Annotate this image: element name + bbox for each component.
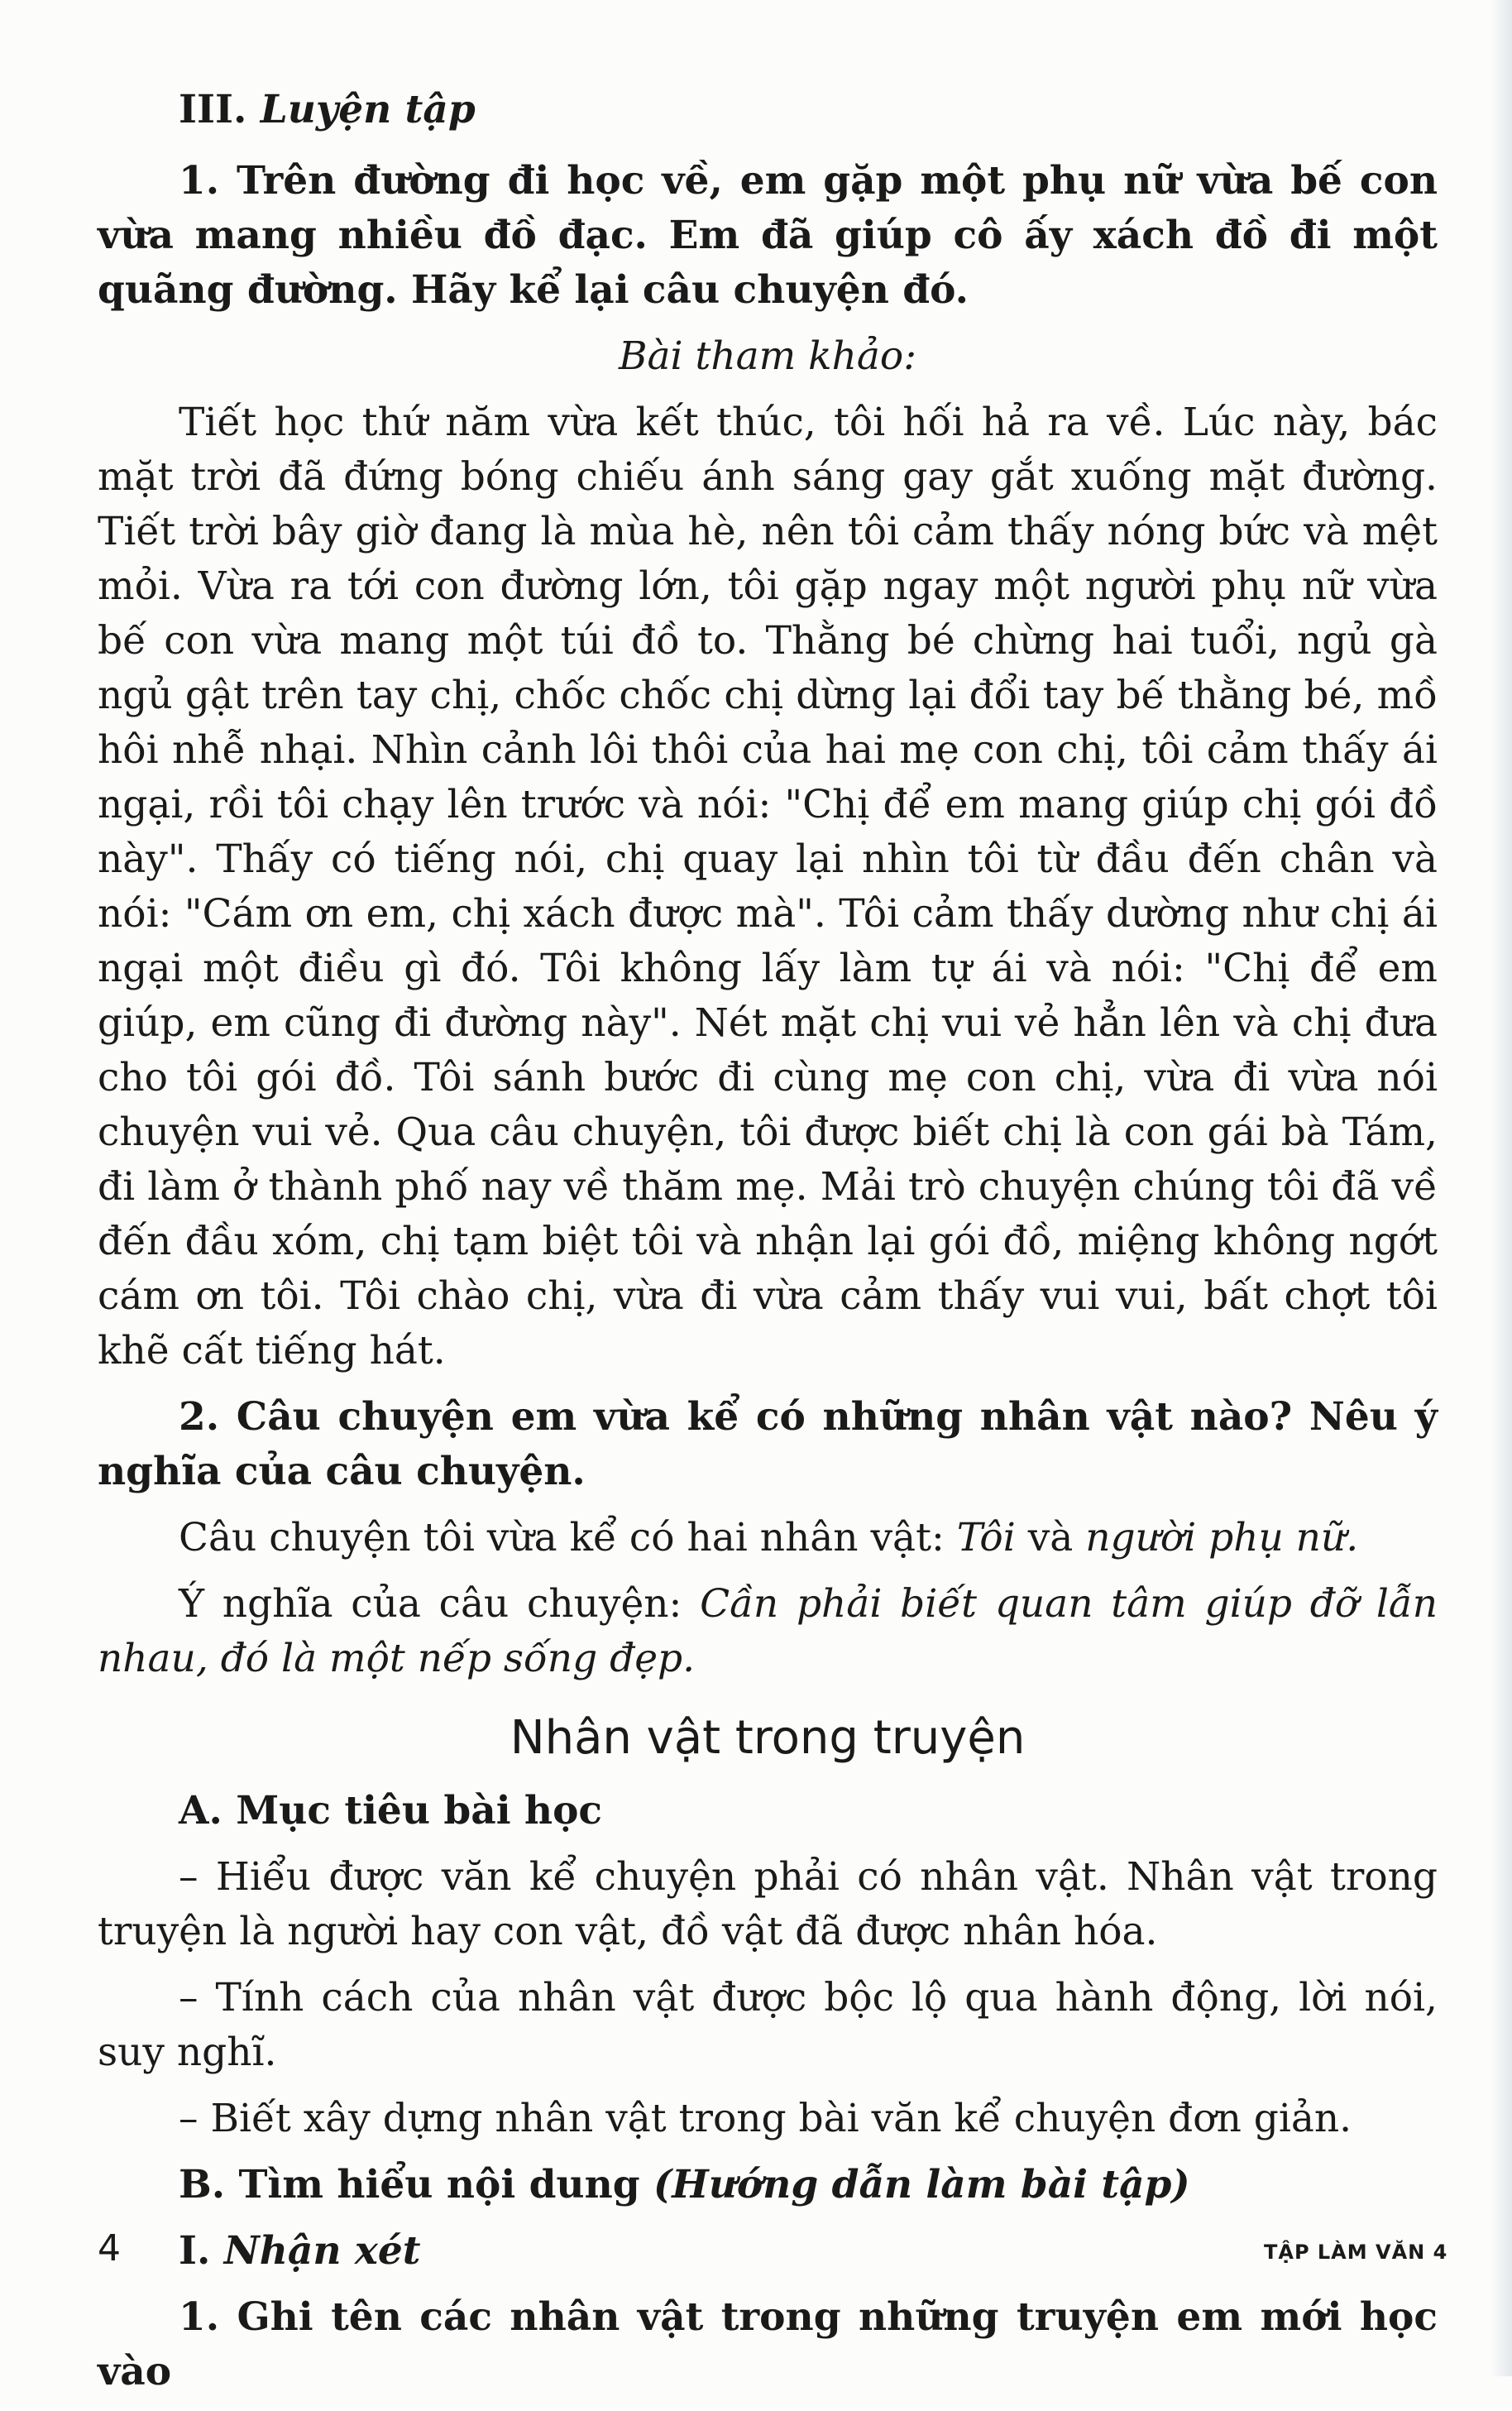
character-2: người phụ nữ. — [1085, 1515, 1359, 1560]
lesson-title: Nhân vật trong truyện — [510, 1711, 1026, 1765]
book-title: TẬP LÀM VĂN 4 — [1264, 2241, 1448, 2264]
answer-characters-prefix: Câu chuyện tôi vừa kể có hai nhân vật: — [179, 1515, 957, 1560]
remarks-heading-number: I. — [179, 2228, 211, 2274]
practice-heading-title: Luyện tập — [260, 87, 476, 132]
answer-characters — [98, 1511, 1438, 1565]
question-1: 1. Trên đường đi học về, em gặp một phụ nữ vừa bế con vừa mang nhiều đồ đạc. Em đã giúp cô ấy xách đồ đi một quãng đường. Hãy kể lại câu chuyện đó. — [98, 158, 1438, 313]
question-2: 2. Câu chuyện em vừa kể có những nhân vật nào? Nêu ý nghĩa của câu chuyện. — [98, 1394, 1438, 1494]
practice-heading-number: III. — [179, 87, 247, 132]
question-last: 1. Ghi tên các nhân vật trong những truyện em mới học vào — [98, 2294, 1438, 2394]
story-paragraph: Tiết học thứ năm vừa kết thúc, tôi hối hả ra về. Lúc này, bác mặt trời đã đứng bóng chiếu ánh sáng gay gắt xuống mặt đường. Tiết trời bây giờ đang là mùa hè, nên tôi cảm thấy nóng bức và mệt mỏi. Vừa ra tới con đường lớn, tôi gặp ngay một người phụ nữ vừa bế con vừa mang một túi đồ to. Thằng bé chừng hai tuổi, ngủ gà ngủ gật trên tay chị, chốc chốc chị dừng lại đổi tay bế thằng bé, mồ hôi nhễ nhại. Nhìn cảnh lôi thôi của hai mẹ con chị, tôi cảm thấy ái ngại, rồi tôi chạy lên trước và nói: "Chị để em mang giúp chị gói đồ này". Thấy có tiếng nói, chị quay lại nhìn tôi từ đầu đến chân và nói: "Cám ơn em, chị xách được mà". Tôi cảm thấy dường như chị ái ngại một điều gì đó. Tôi không lấy làm tự ái và nói: "Chị để em giúp, em cũng đi đường này". Nét mặt chị vui vẻ hẳn lên và chị đưa cho tôi gói đồ. Tôi sánh bước đi cùng mẹ con chị, vừa đi vừa nói chuyện vui vẻ. Qua câu chuyện, tôi được biết chị là con gái bà Tám, đi làm ở thành phố nay về thăm mẹ. Mải trò chuyện chúng tôi đã về đến đầu xóm, chị tạm biệt tôi và nhận lại gói đồ, miệng không ngớt cám ơn tôi. Tôi chào chị, vừa đi vừa cảm thấy vui vui, bất chợt tôi khẽ cất tiếng hát. — [98, 400, 1438, 1373]
answer-meaning-text: Cần phải biết quan tâm giúp đỡ lẫn nhau, đó là một nếp sống đẹp. — [98, 1581, 1438, 1681]
content-heading-italic: (Hướng dẫn làm bài tập) — [653, 2162, 1190, 2207]
character-1: Tôi — [956, 1515, 1016, 1560]
content-heading-prefix: B. Tìm hiểu nội dung — [179, 2162, 654, 2207]
goals-heading: A. Mục tiêu bài học — [179, 1788, 603, 1833]
page-number: 4 — [98, 2227, 121, 2270]
answer-meaning-prefix: Ý nghĩa của câu chuyện: — [179, 1581, 701, 1627]
goal-2: – Tính cách của nhân vật được bộc lộ qua hành động, lời nói, suy nghĩ. — [98, 1975, 1438, 2075]
remarks-heading-title: Nhận xét — [223, 2228, 421, 2274]
goal-1: – Hiểu được văn kể chuyện phải có nhân vật. Nhân vật trong truyện là người hay con vật, đồ vật đã được nhân hóa. — [98, 1854, 1438, 1954]
reference-label: Bài tham khảo: — [618, 333, 917, 379]
answer-meaning — [98, 1577, 1438, 1686]
remarks-heading — [98, 2224, 1438, 2279]
page-content — [98, 83, 1438, 2411]
practice-heading — [179, 83, 1438, 137]
answer-characters-and: và — [1015, 1515, 1086, 1560]
content-heading — [98, 2158, 1438, 2212]
goal-3: – Biết xây dựng nhân vật trong bài văn kể chuyện đơn giản. — [179, 2096, 1352, 2141]
page-edge — [1490, 0, 1512, 2376]
